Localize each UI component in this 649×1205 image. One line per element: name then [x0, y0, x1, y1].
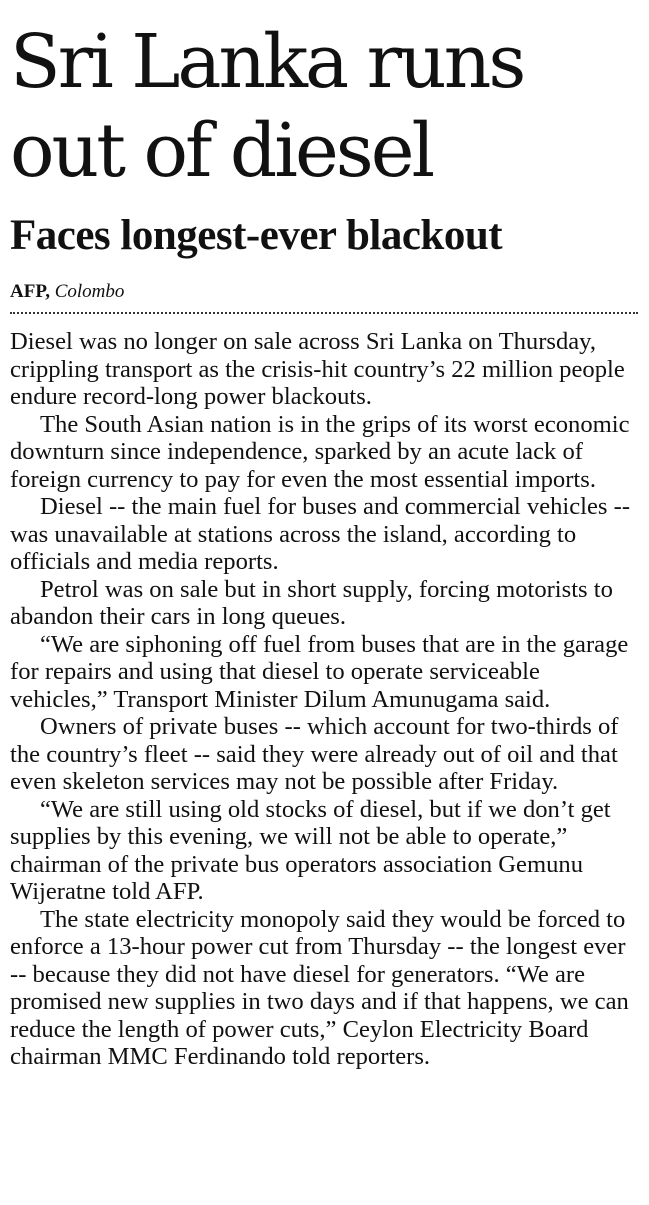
subheadline: Faces longest-ever blackout	[10, 212, 503, 259]
dotted-divider	[10, 312, 638, 314]
paragraph: Petrol was on sale but in short supply, forcing motorists to abandon their cars in long queues.	[10, 575, 613, 630]
news-article	[10, 18, 638, 1071]
paragraph: “We are siphoning off fuel from buses that are in the garage for repairs and using that diesel to operate serviceable vehicles,” Transport Minister Dilum Amunugama said.	[10, 630, 629, 713]
byline	[10, 280, 638, 304]
paragraph: The South Asian nation is in the grips of its worst economic downturn since independence, sparked by an acute lack of foreign currency to pay for even the most essential imports.	[10, 410, 630, 493]
paragraph: Owners of private buses -- which account for two-thirds of the country’s fleet -- said they were already out of oil and that even skeleton services may not be possible after Friday.	[10, 713, 619, 795]
article-body	[10, 328, 638, 1071]
headline: Sri Lanka runs out of diesel	[10, 19, 524, 194]
paragraph: The state electricity monopoly said they would be forced to enforce a 13-hour power cut from Thursday -- the longest ever -- because they did not have diesel for generators. “We are promised new supplies in two days and if that happens, we can reduce the length of power cuts,” Ceylon Electricity Board chairman MMC Ferdinando told reporters.	[10, 905, 629, 1070]
paragraph: Diesel -- the main fuel for buses and commercial vehicles -- was unavailable at stations across the island, according to officials and media reports.	[10, 493, 631, 575]
paragraph: Diesel was no longer on sale across Sri Lanka on Thursday, crippling transport as the crisis-hit country’s 22 million people endure record-long power blackouts.	[10, 328, 625, 410]
paragraph: “We are still using old stocks of diesel, but if we don’t get supplies by this evening, we will not be able to operate,” chairman of the private bus operators association Gemunu Wijeratne told AFP.	[10, 795, 611, 905]
byline-agency: AFP,	[10, 281, 50, 302]
byline-location: Colombo	[54, 281, 125, 302]
